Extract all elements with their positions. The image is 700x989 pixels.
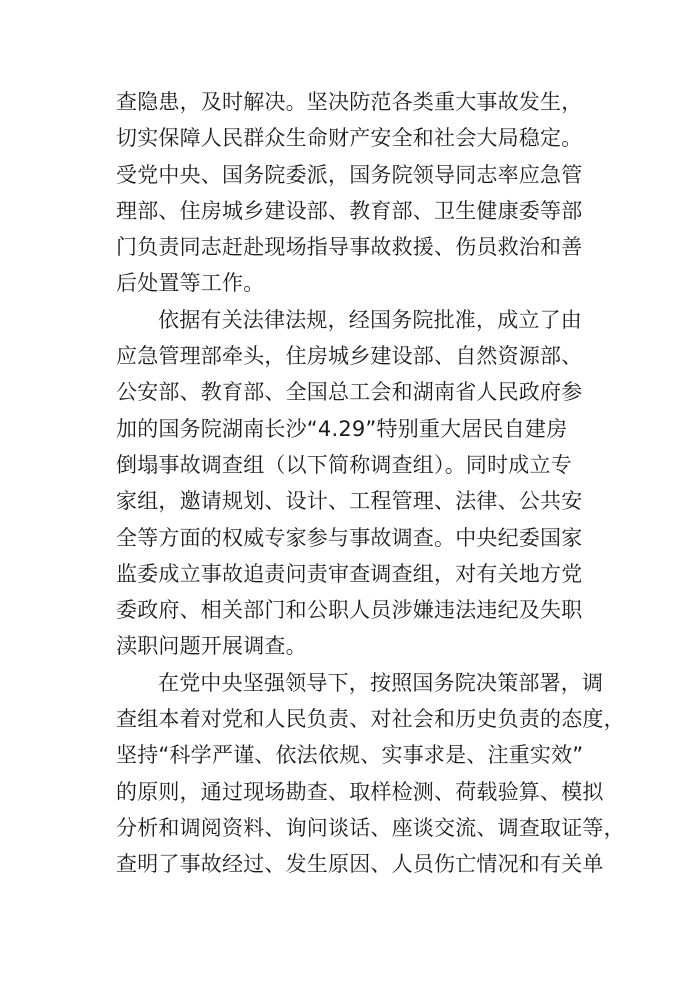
- paragraph-2: [116, 302, 596, 665]
- paragraph-line: 后处置等工作。: [116, 271, 265, 296]
- paragraph-line: 坚持“科学严谨、依法依规、实事求是、注重实效”: [116, 743, 584, 768]
- paragraph-line: 受党中央、国务院委派，国务院领导同志率应急管: [116, 162, 583, 187]
- paragraph-line: 委政府、相关部门和公职人员涉嫌违法违纪及失职: [116, 598, 583, 623]
- paragraph-line: 监委成立事故追责问责审查调查组，对有关地方党: [116, 561, 583, 586]
- paragraph-line: 查组本着对党和人民负责、对社会和历史负责的态度，: [116, 707, 625, 732]
- paragraph-1: [116, 84, 596, 302]
- paragraph-line: 查隐患，及时解决。坚决防范各类重大事故发生，: [116, 90, 583, 114]
- paragraph-line: 渎职问题开展调查。: [116, 634, 307, 659]
- paragraph-line: 应急管理部牵头，住房城乡建设部、自然资源部、: [116, 344, 583, 369]
- paragraph-line: 全等方面的权威专家参与事故调查。中央纪委国家: [116, 525, 583, 550]
- paragraph-line: 理部、住房城乡建设部、教育部、卫生健康委等部: [116, 198, 583, 223]
- paragraph-line: 家组，邀请规划、设计、工程管理、法律、公共安: [116, 489, 583, 514]
- paragraph-line: 切实保障人民群众生命财产安全和社会大局稳定。: [116, 126, 583, 151]
- paragraph-line: 门负责同志赶赴现场指导事故救援、伤员救治和善: [116, 235, 583, 260]
- paragraph-line: 的原则，通过现场勘查、取样检测、荷载验算、模拟: [116, 779, 604, 804]
- paragraph-first-line: 依据有关法律法规，经国务院批准，成立了由: [158, 307, 582, 332]
- document-body: [116, 84, 625, 883]
- paragraph-line: 加的国务院湖南长沙“4.29”特别重大居民自建房: [116, 416, 568, 441]
- paragraph-line: 倒塌事故调查组（以下简称调查组）。同时成立专: [116, 452, 572, 477]
- paragraph-3: [116, 665, 625, 883]
- paragraph-line: 查明了事故经过、发生原因、人员伤亡情况和有关单: [116, 852, 604, 877]
- paragraph-first-line: 在党中央坚强领导下，按照国务院决策部署，调: [158, 670, 604, 695]
- paragraph-line: 分析和调阅资料、询问谈话、座谈交流、调查取证等，: [116, 815, 625, 840]
- paragraph-line: 公安部、教育部、全国总工会和湖南省人民政府参: [116, 380, 583, 405]
